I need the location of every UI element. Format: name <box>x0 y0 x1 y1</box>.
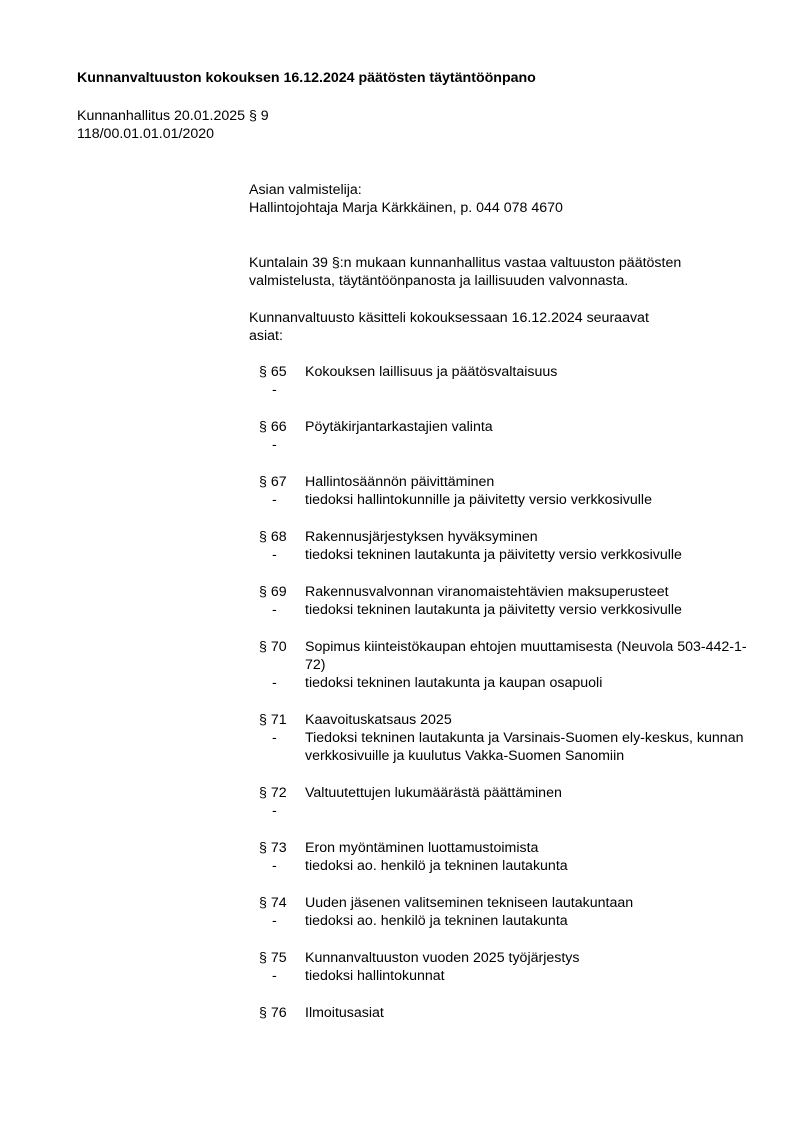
section-title: Pöytäkirjantarkastajien valinta <box>305 419 493 435</box>
bullet-dash: - <box>272 492 277 508</box>
decision-item <box>249 949 749 985</box>
paragraph-2-line-2: asiat: <box>249 328 283 344</box>
section-note: tiedoksi hallintokunnille ja päivitetty versio verkkosivulle <box>305 492 652 508</box>
record-number: 118/00.01.01.01/2020 <box>77 126 215 142</box>
section-title: Ilmoitusasiat <box>305 1005 384 1021</box>
section-title: Hallintosäännön päivittäminen <box>305 474 495 490</box>
section-number: § 73 <box>259 840 287 856</box>
decision-item <box>249 711 749 765</box>
decision-item <box>249 583 749 619</box>
section-title: Kokouksen laillisuus ja päätösvaltaisuus <box>305 364 558 380</box>
decision-item <box>249 839 749 875</box>
section-number: § 67 <box>259 474 287 490</box>
section-number: § 69 <box>259 584 287 600</box>
decision-item <box>249 1004 749 1022</box>
meeting-reference: Kunnanhallitus 20.01.2025 § 9 <box>77 108 269 124</box>
document-title: Kunnanvaltuuston kokouksen 16.12.2024 päätösten täytäntöönpano <box>77 70 536 86</box>
section-number: § 76 <box>259 1005 287 1021</box>
section-title: Valtuutettujen lukumäärästä päättäminen <box>305 785 562 801</box>
section-title: Sopimus kiinteistökaupan ehtojen muuttamisesta (Neuvola 503-442-1-72) <box>305 639 747 673</box>
decision-list <box>249 363 749 1041</box>
paragraph-2-line-1: Kunnanvaltuusto käsitteli kokouksessaan 16.12.2024 seuraavat <box>249 310 649 326</box>
bullet-dash: - <box>272 547 277 563</box>
section-note: Tiedoksi tekninen lautakunta ja Varsinais-Suomen ely-keskus, kunnan verkkosivuille ja kuulutus Vakka-Suomen Sanomiin <box>305 730 744 764</box>
preparer-label: Asian valmistelija: <box>249 182 362 198</box>
section-note: tiedoksi hallintokunnat <box>305 968 445 984</box>
preparer-name: Hallintojohtaja Marja Kärkkäinen, p. 044 078 4670 <box>249 200 563 216</box>
section-number: § 72 <box>259 785 287 801</box>
section-note <box>305 436 749 454</box>
decision-item <box>249 894 749 930</box>
decision-item <box>249 418 749 454</box>
section-note: tiedoksi ao. henkilö ja tekninen lautakunta <box>305 913 568 929</box>
bullet-dash: - <box>272 382 277 398</box>
decision-item <box>249 784 749 820</box>
bullet-dash: - <box>272 675 277 691</box>
bullet-dash: - <box>272 858 277 874</box>
section-note: tiedoksi tekninen lautakunta ja kaupan osapuoli <box>305 675 603 691</box>
decision-item <box>249 363 749 399</box>
section-number: § 68 <box>259 529 287 545</box>
section-number: § 71 <box>259 712 287 728</box>
section-note: tiedoksi ao. henkilö ja tekninen lautakunta <box>305 858 568 874</box>
bullet-dash: - <box>272 968 277 984</box>
section-title: Eron myöntäminen luottamustoimista <box>305 840 539 856</box>
section-note <box>305 802 749 820</box>
section-title: Kunnanvaltuuston vuoden 2025 työjärjestys <box>305 950 580 966</box>
bullet-dash: - <box>272 437 277 453</box>
decision-item <box>249 638 749 692</box>
paragraph-1-line-2: valmistelusta, täytäntöönpanosta ja laillisuuden valvonnasta. <box>249 273 629 289</box>
section-title: Rakennusvalvonnan viranomaistehtävien maksuperusteet <box>305 584 669 600</box>
section-note <box>305 381 749 399</box>
section-number: § 74 <box>259 895 287 911</box>
section-note: tiedoksi tekninen lautakunta ja päivitetty versio verkkosivulle <box>305 602 682 618</box>
decision-item <box>249 473 749 509</box>
section-note: tiedoksi tekninen lautakunta ja päivitetty versio verkkosivulle <box>305 547 682 563</box>
section-title: Kaavoituskatsaus 2025 <box>305 712 452 728</box>
section-number: § 70 <box>259 639 287 655</box>
bullet-dash: - <box>272 803 277 819</box>
bullet-dash: - <box>272 913 277 929</box>
section-number: § 65 <box>259 364 287 380</box>
paragraph-1-line-1: Kuntalain 39 §:n mukaan kunnanhallitus vastaa valtuuston päätösten <box>249 255 682 271</box>
decision-item <box>249 528 749 564</box>
section-number: § 75 <box>259 950 287 966</box>
section-title: Uuden jäsenen valitseminen tekniseen lautakuntaan <box>305 895 634 911</box>
section-number: § 66 <box>259 419 287 435</box>
bullet-dash: - <box>272 602 277 618</box>
bullet-dash: - <box>272 730 277 746</box>
section-title: Rakennusjärjestyksen hyväksyminen <box>305 529 538 545</box>
